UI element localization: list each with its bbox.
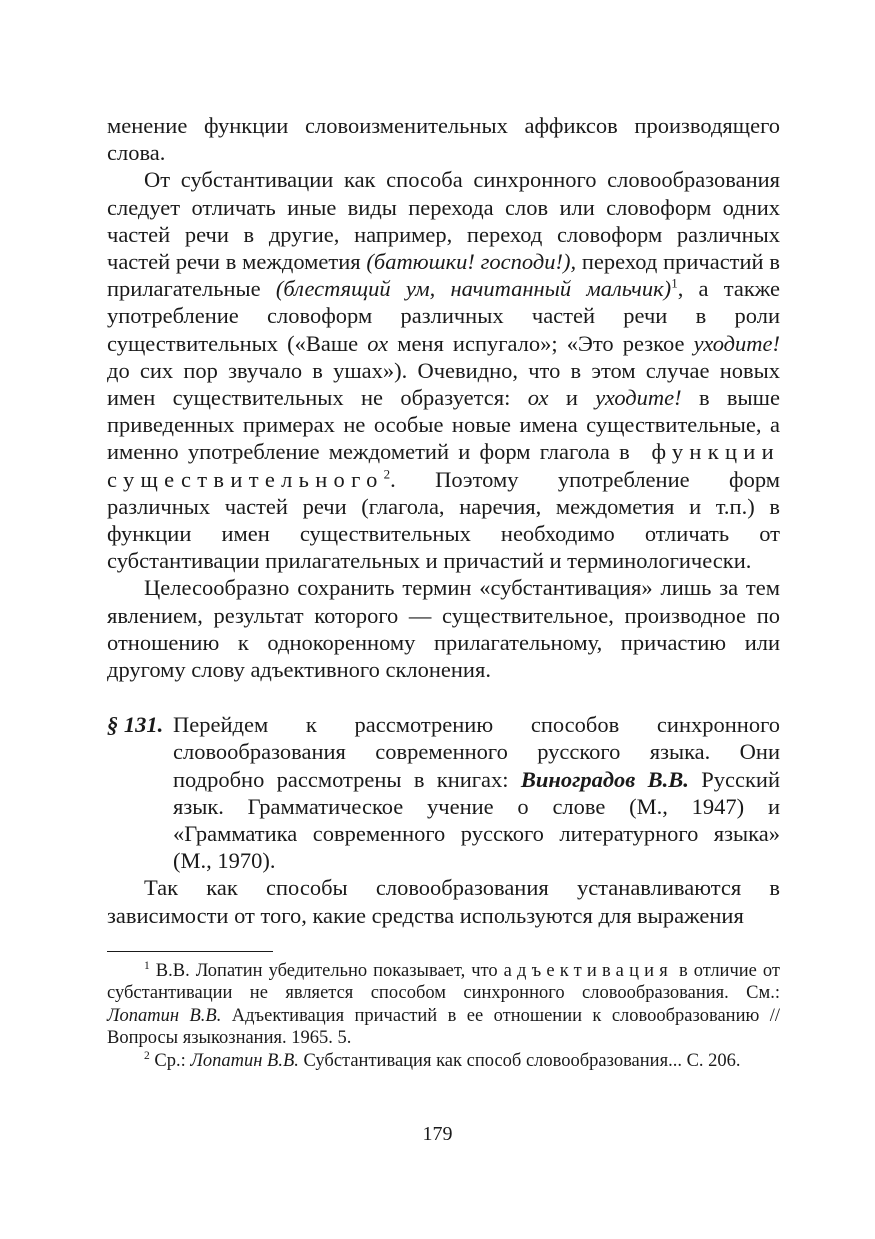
footnote-mark: 2 — [144, 1049, 150, 1062]
example-word: ох — [367, 330, 389, 356]
spaced-emphasis: адъективация — [503, 961, 673, 981]
author-name: Лопатин В.В. — [107, 1005, 222, 1026]
footnote-1: $^1$ В.В. Лопатин убедительно показывает, что адъективация в отличие от субстантивации не является способом синхронного словообразования. См.: Лопатин В.В. Адъективация причастий в ее отношении к словообразованию // Вопросы языкознания. 1965. 5. — [107, 959, 781, 1049]
page-number: 179 — [422, 1123, 453, 1145]
section-131 — [107, 711, 780, 874]
footnote-2: $^2$ Ср.: Лопатин В.В. Субстантивация как способ словообразования... С. 206. — [144, 1049, 741, 1071]
paragraph-substantivation: От субстантивации как способа синхронного словообразования следует отличать иные виды перехода слов или словоформ одних частей речи в другие, например, переход словоформ различных частей речи в междометия (батюшки! господи!), переход причастий в прилагательные (блестящий ум, начитанный мальчик)$^1$, а также употребление словоформ различных частей речи в роли существительных («Ваше ох меня испугало»; «Это резкое уходите! до сих пор звучало в ушах»). Очевидно, что в этом случае новых имен существительных не образуется: ох и уходите! в выше приведенных примерах не особые новые имена существительные, а именно употребление междометий и форм глагола в функции существительного$^2$. Поэтому употребление форм различных частей речи (глагола, наречия, междометия и т.п.) в функции имен существительных необходимо отличать от субстантивации прилагательных и причастий и терминологически. — [107, 167, 781, 574]
footnotes — [107, 960, 780, 1072]
section-text: Перейдем к рассмотрению способов синхронного словообразования современного русского языка. Они подробно рассмотрены в книгах: Виноградов В.В. Русский язык. Грамматическое учение о слове (М., 1947) и «Грамматика современного русского литературного языка» (М., 1970). — [173, 712, 780, 874]
paragraph-methods: Так как способы словообразования устанавливаются в зависимости от того, какие средства используются для выражения — [107, 875, 780, 928]
example-interjections: (батюшки! господи!), — [366, 249, 577, 275]
spaced-emphasis: в функции существительного — [107, 439, 780, 492]
footnote-ref-2: 2 — [383, 466, 391, 482]
footnote-divider — [107, 951, 273, 952]
example-word: ох — [527, 385, 549, 411]
section-number: § 131. — [107, 712, 164, 738]
paragraph-continuation: менение функции словоизменительных аффиксов производящего слова. — [107, 113, 780, 166]
footnote-mark: 1 — [144, 959, 150, 972]
footnote-ref-1: 1 — [671, 275, 678, 291]
author-name: Виноградов В.В. — [520, 766, 689, 792]
example-participles: (блестящий ум, начитанный мальчик) — [275, 276, 672, 302]
example-word: уходите! — [693, 330, 781, 356]
author-name: Лопатин В.В. — [190, 1050, 299, 1071]
main-text — [107, 112, 780, 929]
example-word: уходите! — [595, 385, 682, 411]
paragraph-term: Целесообразно сохранить термин «субстантивация» лишь за тем явлением, результат которого — существительное, производное по отношению к однокоренному прилагательному, причастию или другому слову адъективного склонения. — [107, 575, 780, 683]
